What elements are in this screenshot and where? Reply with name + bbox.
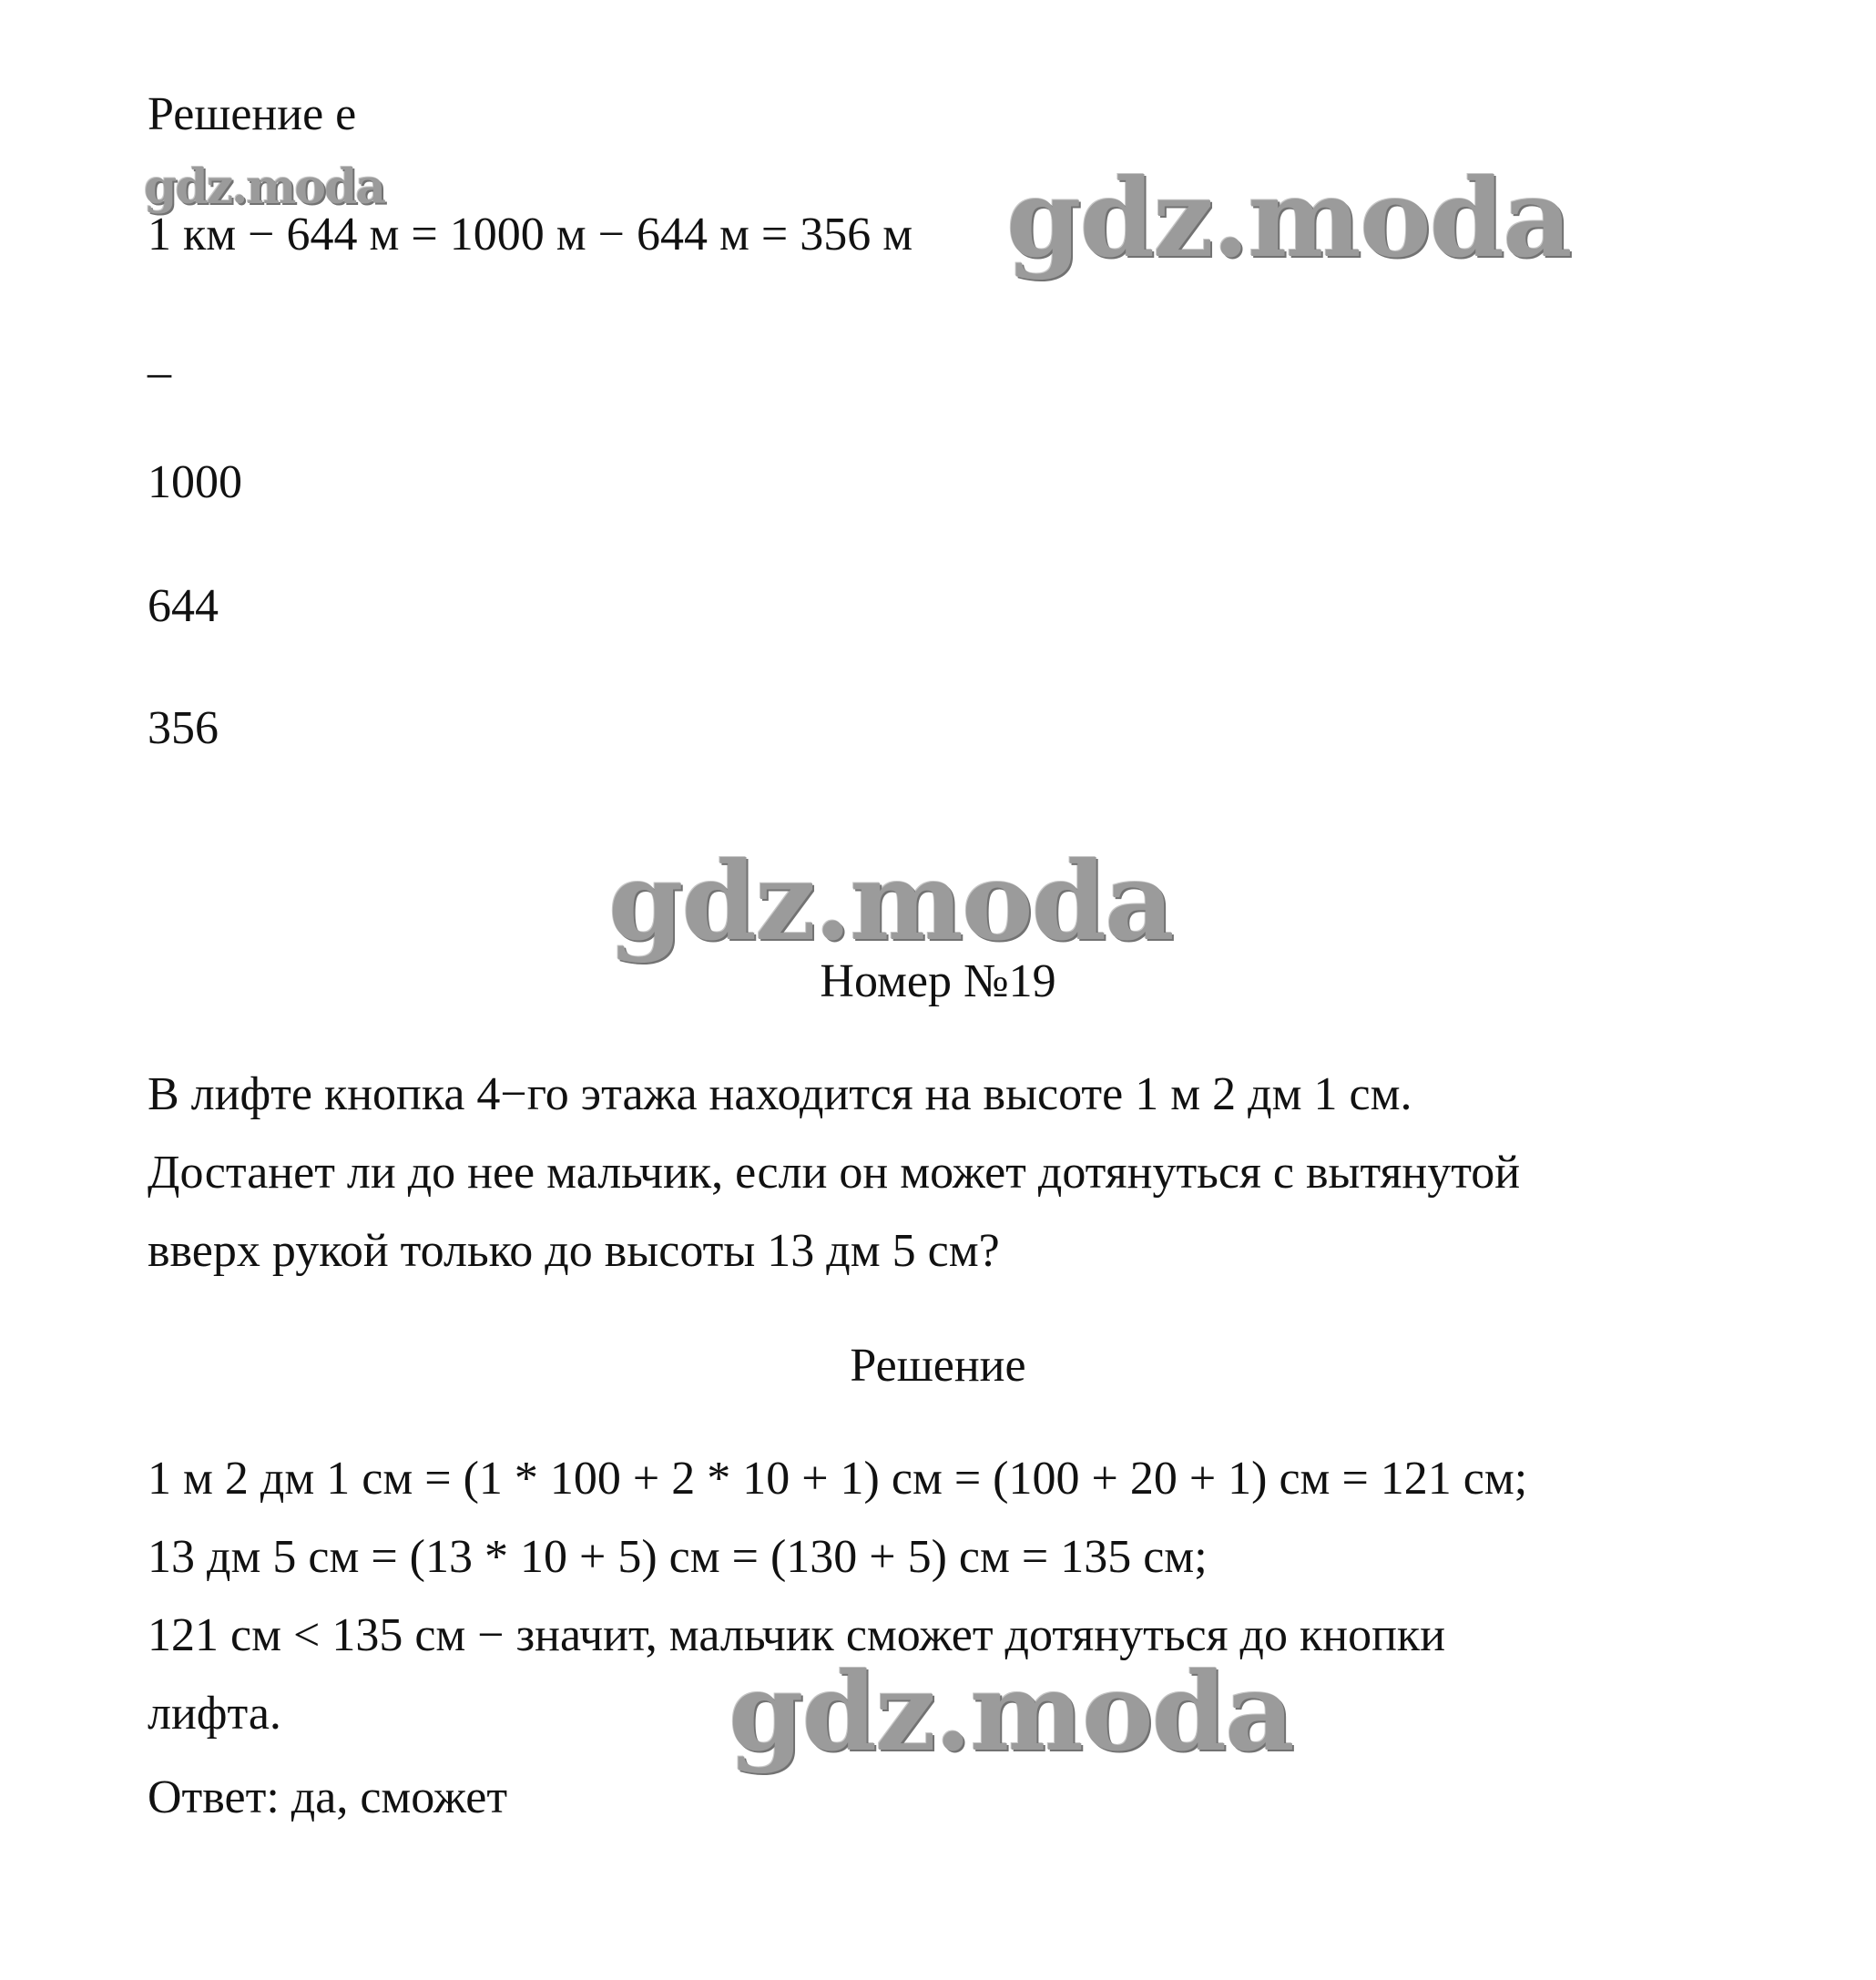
solution-line: 13 дм 5 см = (13 * 10 + 5) см = (130 + 5) см = 135 см; (148, 1531, 1208, 1583)
solution-line: 121 см < 135 см − значит, мальчик сможет дотянуться до кнопки (148, 1609, 1446, 1661)
column-minuend: 1000 (148, 456, 242, 508)
solution-title: Решение (850, 1340, 1026, 1392)
column-subtraction-sign: _ (148, 331, 171, 383)
watermark-logo: gdz.moda (1006, 155, 1571, 281)
solution-e-heading: Решение е (148, 88, 357, 140)
column-subtrahend: 644 (148, 580, 219, 632)
problem-line: Достанет ли до нее мальчик, если он может дотянуться с вытянутой (148, 1147, 1521, 1199)
problem-line: вверх рукой только до высоты 13 дм 5 см? (148, 1225, 1000, 1277)
solution-line: лифта. (148, 1688, 281, 1740)
column-result: 356 (148, 702, 219, 754)
problem-line: В лифте кнопка 4−го этажа находится на высоте 1 м 2 дм 1 см. (148, 1068, 1412, 1120)
solution-e-equation: 1 км − 644 м = 1000 м − 644 м = 356 м (148, 209, 913, 260)
watermark-logo: gdz.moda (144, 159, 385, 215)
watermark-logo: gdz.moda (608, 838, 1173, 964)
answer-line: Ответ: да, сможет (148, 1771, 508, 1823)
task-number-title: Номер №19 (820, 955, 1056, 1007)
solution-line: 1 м 2 дм 1 см = (1 * 100 + 2 * 10 + 1) см = (100 + 20 + 1) см = 121 см; (148, 1453, 1528, 1505)
watermark-logo: gdz.moda (729, 1648, 1293, 1775)
